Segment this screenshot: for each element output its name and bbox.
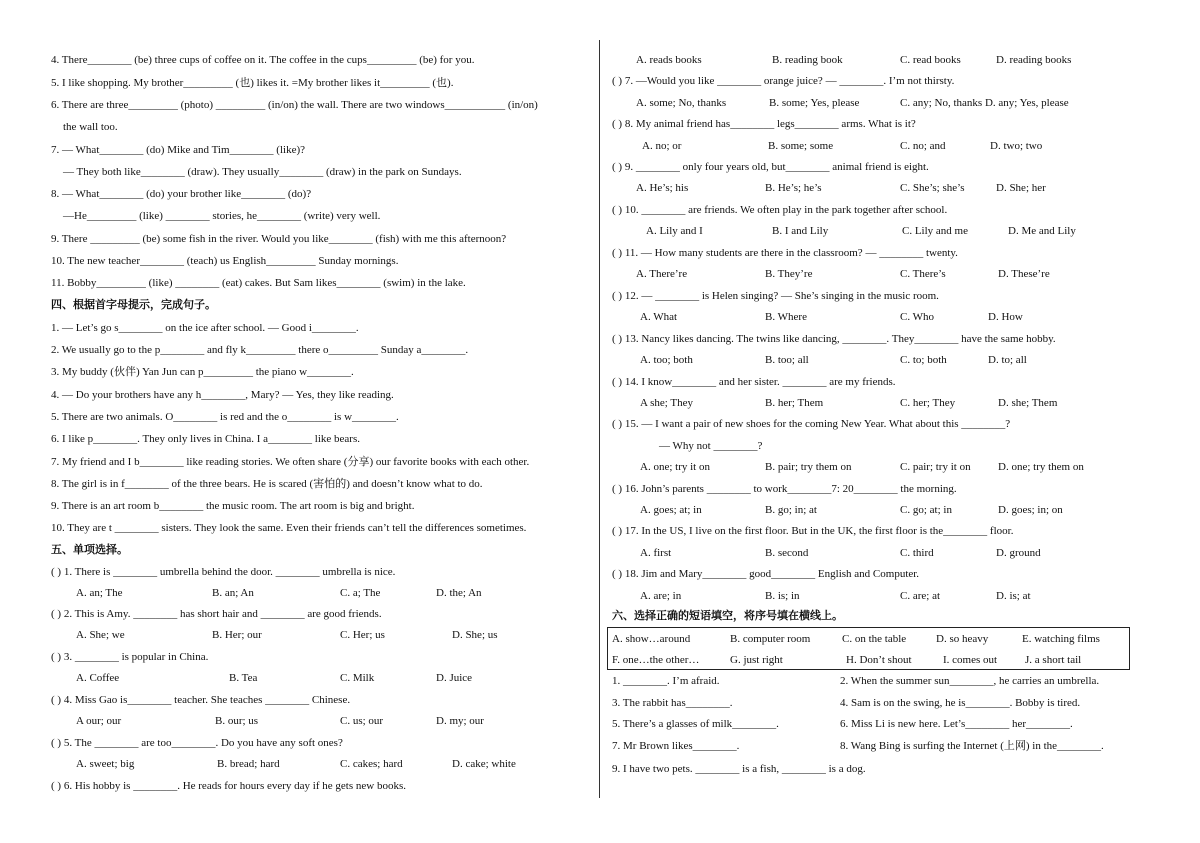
exercise-line: 10. The new teacher________ (teach) us English_________ Sunday mornings. — [51, 255, 399, 267]
question-line: ( ) 18. Jim and Mary________ good________ English and Computer. — [612, 568, 920, 580]
option-d: D. How — [988, 311, 1023, 323]
option-b: B. Her; our — [212, 629, 262, 641]
question-line: ( ) 14. I know________ and her sister. ________ are my friends. — [612, 376, 896, 388]
option-a: A. too; both — [640, 354, 693, 366]
option-c: C. Who — [900, 311, 935, 323]
question-line: ( ) 12. — ________ is Helen singing? — She’s singing in the music room. — [612, 290, 939, 302]
phrase-e: E. watching films — [1022, 633, 1100, 645]
phrase-h: H. Don’t shout — [846, 654, 912, 666]
option-c: C. third — [900, 547, 934, 559]
option-a: A. Coffee — [76, 672, 120, 684]
exercise-line: 2. We usually go to the p________ and fly k_________ there o_________ Sunday a________. — [51, 344, 469, 356]
phrase-f: F. one…the other… — [612, 654, 700, 666]
question-line: ( ) 1. There is ________ umbrella behind the door. ________ umbrella is nice. — [51, 566, 396, 578]
option-b: B. an; An — [212, 587, 254, 599]
option-d: D. to; all — [988, 354, 1027, 366]
option-c: C. read books — [900, 54, 961, 66]
option-d: D. is; at — [996, 590, 1031, 602]
fill-item: 6. Miss Li is new here. Let’s________ her________. — [840, 718, 1073, 730]
question-line: ( ) 3. ________ is popular in China. — [51, 651, 209, 663]
option-d: D. These’re — [998, 268, 1050, 280]
option-c: C. Milk — [340, 672, 375, 684]
option-d: D. goes; in; on — [998, 504, 1063, 516]
option-c: C. a; The — [340, 587, 381, 599]
column-divider — [599, 40, 600, 798]
option-b: B. I and Lily — [772, 225, 829, 237]
option-b: B. second — [765, 547, 809, 559]
fill-item: 1. ________. I’m afraid. — [612, 675, 720, 687]
option-c: C. her; They — [900, 397, 956, 409]
phrase-d: D. so heavy — [936, 633, 989, 645]
question-line: ( ) 8. My animal friend has________ legs________ arms. What is it? — [612, 118, 916, 130]
option-b: B. He’s; he’s — [765, 182, 822, 194]
question-line: ( ) 11. — How many students are there in the classroom? — ________ twenty. — [612, 247, 958, 259]
option-a: A. no; or — [642, 140, 682, 152]
exercise-line: 3. My buddy (伙伴) Yan Jun can p_________ the piano w________. — [51, 366, 354, 378]
option-d: D. ground — [996, 547, 1041, 559]
option-a: A. first — [640, 547, 672, 559]
exercise-line: 5. There are two animals. O________ is red and the o________ is w________. — [51, 411, 399, 423]
option-d: D. reading books — [996, 54, 1072, 66]
option-d: D. cake; white — [452, 758, 516, 770]
option-c: C. are; at — [900, 590, 941, 602]
question-line: ( ) 5. The ________ are too________. Do you have any soft ones? — [51, 737, 343, 749]
option-c: C. Lily and me — [902, 225, 968, 237]
option-b: B. our; us — [215, 715, 259, 727]
exercise-line: 7. — What________ (do) Mike and Tim________ (like)? — [51, 144, 305, 156]
fill-item: 4. Sam is on the swing, he is________. Bobby is tired. — [840, 697, 1081, 709]
option-a: A. an; The — [76, 587, 123, 599]
phrase-b: B. computer room — [730, 633, 811, 645]
fill-item: 7. Mr Brown likes________. — [612, 740, 740, 752]
option-d: D. She; us — [452, 629, 498, 641]
option-c: C. to; both — [900, 354, 947, 366]
option-a: A. one; try it on — [640, 461, 710, 473]
option-a: A. There’re — [636, 268, 688, 280]
exercise-line: 6. I like p________. They only lives in China. I a________ like bears. — [51, 433, 360, 445]
option-a: A. Lily and I — [646, 225, 703, 237]
phrase-j: J. a short tail — [1025, 654, 1082, 666]
exercise-line: the wall too. — [63, 121, 118, 133]
option-d: D. one; try them on — [998, 461, 1084, 473]
section-heading-5: 五、单项选择。 — [51, 543, 128, 556]
option-a: A our; our — [76, 715, 122, 727]
exercise-line: 4. — Do your brothers have any h________, Mary? — Yes, they like reading. — [51, 389, 394, 401]
option-a: A. She; we — [76, 629, 125, 641]
exercise-line: — They both like________ (draw). They usually________ (draw) in the park on Sundays. — [63, 166, 462, 178]
option-b: B. some; Yes, please — [769, 97, 860, 109]
question-line: ( ) 6. His hobby is ________. He reads for hours every day if he gets new books. — [51, 780, 406, 792]
phrase-i: I. comes out — [943, 654, 998, 666]
option-c: C. She’s; she’s — [900, 182, 965, 194]
option-d: D. Juice — [436, 672, 473, 684]
option-a: A. sweet; big — [76, 758, 135, 770]
option-b: B. too; all — [765, 354, 809, 366]
exercise-line: 4. There________ (be) three cups of coffee on it. The coffee in the cups_________ (be) for you. — [51, 54, 475, 66]
option-d: D. the; An — [436, 587, 482, 599]
section-heading-6: 六、选择正确的短语填空，将序号填在横线上。 — [612, 609, 843, 622]
question-line: ( ) 15. — I want a pair of new shoes for the coming New Year. What about this ________? — [612, 418, 1011, 430]
option-a: A. He’s; his — [636, 182, 689, 194]
option-c: C. Her; us — [340, 629, 385, 641]
exercise-line: 9. There is an art room b________ the music room. The art room is big and bright. — [51, 500, 415, 512]
question-line: ( ) 9. ________ only four years old, but________ animal friend is eight. — [612, 161, 929, 173]
option-b: B. pair; try them on — [765, 461, 852, 473]
option-b: B. reading book — [772, 54, 843, 66]
question-line: ( ) 13. Nancy likes dancing. The twins like dancing, ________. They________ have the same hobby. — [612, 333, 1056, 345]
option-b: B. They’re — [765, 268, 813, 280]
question-line: ( ) 17. In the US, I live on the first floor. But in the UK, the first floor is the________ floor. — [612, 525, 1014, 537]
exercise-line: 5. I like shopping. My brother_________ (也) likes it. =My brother likes it_________ (也). — [51, 77, 454, 89]
fill-item: 9. I have two pets. ________ is a fish, ________ is a dog. — [612, 763, 866, 775]
option-a: A. reads books — [636, 54, 702, 66]
option-a: A. What — [640, 311, 678, 323]
option-c: C. pair; try it on — [900, 461, 971, 473]
phrase-g: G. just right — [730, 654, 783, 666]
fill-item: 5. There’s a glasses of milk________. — [612, 718, 779, 730]
option-b: B. Where — [765, 311, 807, 323]
question-line: — Why not ________? — [659, 440, 763, 452]
phrase-c: C. on the table — [842, 633, 907, 645]
option-b: B. her; Them — [765, 397, 824, 409]
option-b: B. some; some — [768, 140, 834, 152]
fill-item: 8. Wang Bing is surfing the Internet (上网) in the________. — [840, 740, 1104, 752]
phrase-box — [607, 627, 1130, 670]
section-heading-4: 四、根据首字母提示，完成句子。 — [51, 298, 216, 311]
exercise-line: 11. Bobby_________ (like) ________ (eat) cakes. But Sam likes________ (swim) in the lake. — [51, 277, 466, 289]
option-d: D. Me and Lily — [1008, 225, 1076, 237]
option-c: C. any; No, thanks D. any; Yes, please — [900, 97, 1069, 109]
option-c: C. us; our — [340, 715, 384, 727]
exercise-line: —He_________ (like) ________ stories, he________ (write) very well. — [63, 210, 381, 222]
option-b: B. Tea — [229, 672, 258, 684]
exercise-line: 8. — What________ (do) your brother like________ (do)? — [51, 188, 312, 200]
option-d: D. she; Them — [998, 397, 1058, 409]
option-c: C. go; at; in — [900, 504, 952, 516]
exercise-line: 6. There are three_________ (photo) _________ (in/on) the wall. There are two windows___________ (in/on) — [51, 99, 538, 111]
exercise-line: 10. They are t ________ sisters. They look the same. Even their friends can’t tell the differences sometimes. — [51, 522, 527, 534]
option-a: A she; They — [640, 397, 693, 409]
exercise-line: 1. — Let’s go s________ on the ice after school. — Good i________. — [51, 322, 359, 334]
option-a: A. are; in — [640, 590, 682, 602]
option-b: B. is; in — [765, 590, 800, 602]
fill-item: 3. The rabbit has________. — [612, 697, 733, 709]
question-line: ( ) 10. ________ are friends. We often play in the park together after school. — [612, 204, 948, 216]
option-a: A. some; No, thanks — [636, 97, 727, 109]
question-line: ( ) 16. John’s parents ________ to work________7: 20________ the morning. — [612, 483, 957, 495]
option-d: D. my; our — [436, 715, 484, 727]
option-b: B. bread; hard — [217, 758, 280, 770]
exercise-line: 8. The girl is in f________ of the three bears. He is scared (害怕的) and doesn’t know what to do. — [51, 478, 483, 490]
question-line: ( ) 7. —Would you like ________ orange juice? — ________. I’m not thirsty. — [612, 75, 955, 87]
exercise-line: 9. There _________ (be) some fish in the river. Would you like________ (fish) with me this afternoon? — [51, 233, 507, 245]
question-line: ( ) 4. Miss Gao is________ teacher. She teaches ________ Chinese. — [51, 694, 351, 706]
option-a: A. goes; at; in — [640, 504, 702, 516]
option-d: D. two; two — [990, 140, 1043, 152]
option-d: D. She; her — [996, 182, 1046, 194]
exercise-line: 7. My friend and I b________ like reading stories. We often share (分享) our favorite books with each other. — [51, 456, 530, 468]
option-c: C. cakes; hard — [340, 758, 403, 770]
fill-item: 2. When the summer sun________, he carries an umbrella. — [840, 675, 1100, 687]
phrase-a: A. show…around — [612, 633, 691, 645]
option-c: C. no; and — [900, 140, 946, 152]
question-line: ( ) 2. This is Amy. ________ has short hair and ________ are good friends. — [51, 608, 382, 620]
option-c: C. There’s — [900, 268, 946, 280]
option-b: B. go; in; at — [765, 504, 817, 516]
